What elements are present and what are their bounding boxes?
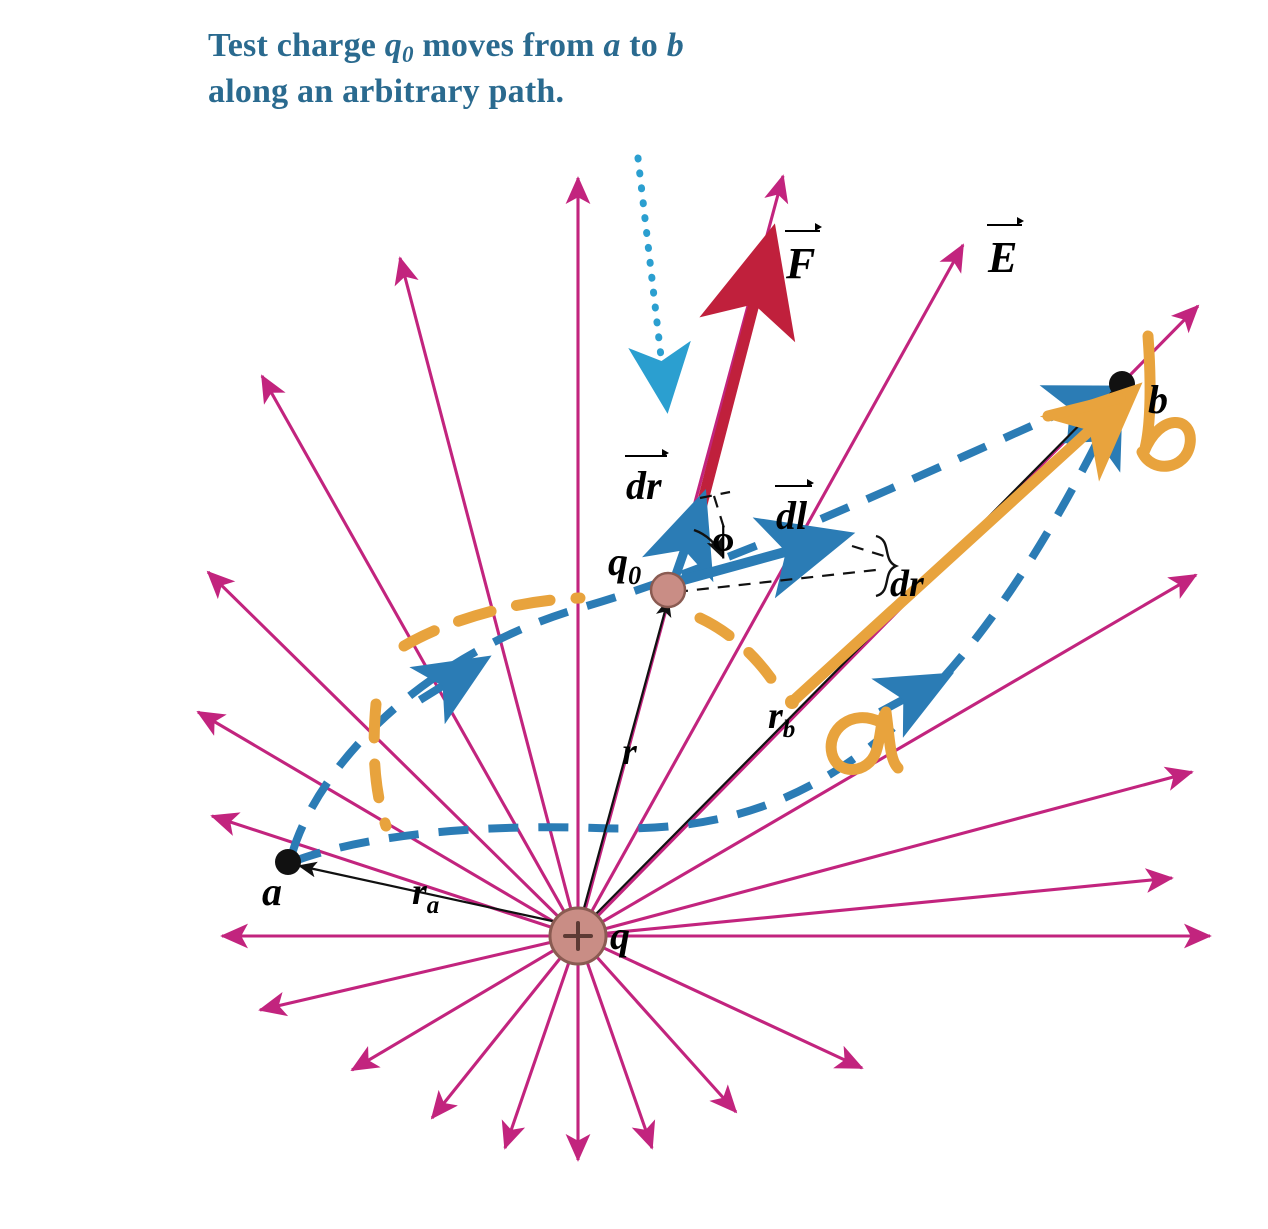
label-radius-r: r	[622, 731, 637, 773]
caption-q: q	[384, 27, 402, 64]
label-point-a: a	[262, 869, 282, 914]
label-angle-phi: ϕ	[712, 519, 735, 559]
dl-vector-arrow	[676, 538, 836, 582]
caption-text-to: to	[620, 27, 667, 64]
label-source-charge: q	[610, 913, 630, 958]
label-radius-ra: $r_a$	[412, 871, 440, 919]
electric-field-lines	[198, 176, 1210, 1160]
label-field-vector: E	[988, 233, 1018, 282]
label-scalar-dr: dr	[890, 563, 924, 605]
path-direction-arrows	[420, 664, 940, 712]
dotted-pointer-arrow	[638, 158, 666, 400]
label-dl-vector: dl	[776, 493, 808, 538]
caption-q-sub: 0	[402, 42, 414, 67]
force-vector-arrow	[700, 250, 768, 512]
test-charge-dot	[651, 573, 685, 607]
caption-a: a	[603, 27, 621, 64]
caption-text-mid: moves from	[413, 27, 604, 64]
label-dr-vector: dr	[626, 463, 662, 508]
label-test-charge: $q_0$	[608, 539, 642, 591]
caption-line2: along an arbitrary path.	[208, 73, 565, 111]
label-radius-rb: $r_b$	[768, 695, 796, 743]
label-force-vector: F	[786, 239, 816, 288]
label-point-b: b	[1148, 377, 1168, 422]
caption-b: b	[666, 27, 684, 64]
caption-text-pre: Test charge	[208, 27, 385, 64]
dashed-path	[292, 392, 1116, 862]
